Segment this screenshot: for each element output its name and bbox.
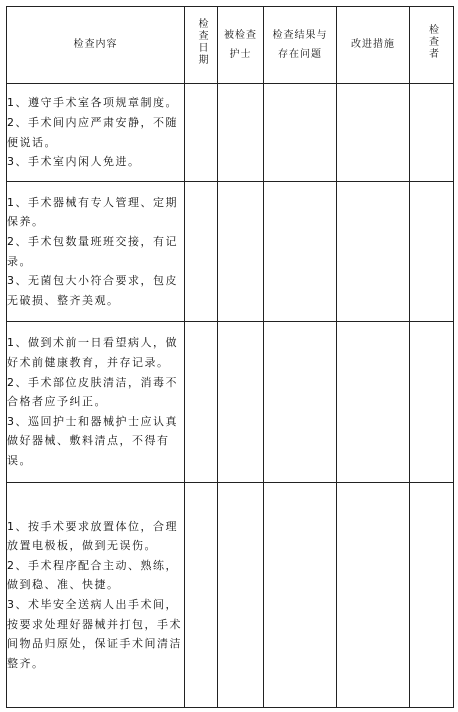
result-cell[interactable]: [264, 483, 337, 708]
result-cell[interactable]: [264, 84, 337, 182]
header-content: [7, 7, 185, 84]
check-item: 1、做到术前一日看望病人，做好术前健康教育，并存记录。: [7, 336, 178, 370]
header-content-label: 检查内容: [73, 39, 118, 50]
date-cell[interactable]: [185, 322, 218, 483]
inspector-cell[interactable]: [410, 84, 454, 182]
check-item: 1、手术器械有专人管理、定期保养。: [7, 195, 178, 229]
nurse-cell[interactable]: [218, 322, 264, 483]
content-cell: [7, 84, 185, 182]
check-item: 2、手术程序配合主动、熟练，做到稳、准、快捷。: [7, 558, 178, 592]
result-cell[interactable]: [264, 182, 337, 322]
header-result-label: 检查结果与存在问题: [272, 30, 328, 60]
header-inspector-label: 检查者: [426, 24, 438, 60]
table-row: [7, 483, 454, 708]
date-cell[interactable]: [185, 182, 218, 322]
header-nurse-label: 被检查护士: [224, 30, 257, 60]
check-item: 1、按手术要求放置体位，合理放置电极板，做到无误伤。: [7, 519, 178, 553]
check-item: 3、手术室内闲人免进。: [7, 155, 141, 169]
content-cell: [7, 483, 185, 708]
header-result: [264, 7, 337, 84]
result-cell[interactable]: [264, 322, 337, 483]
header-date: [185, 7, 218, 84]
nurse-cell[interactable]: [218, 182, 264, 322]
measures-cell[interactable]: [337, 84, 410, 182]
date-cell[interactable]: [185, 483, 218, 708]
inspector-cell[interactable]: [410, 483, 454, 708]
check-item: 1、遵守手术室各项规章制度。: [7, 96, 178, 110]
measures-cell[interactable]: [337, 322, 410, 483]
check-item: 2、手术间内应严肃安静，不随便说话。: [7, 115, 178, 149]
header-date-label: 检查日期: [196, 18, 207, 66]
table-row: [7, 84, 454, 182]
nurse-cell[interactable]: [218, 483, 264, 708]
inspector-cell[interactable]: [410, 182, 454, 322]
content-cell: [7, 182, 185, 322]
table-row: [7, 182, 454, 322]
measures-cell[interactable]: [337, 483, 410, 708]
header-row: [7, 7, 454, 84]
header-measures: [337, 7, 410, 84]
check-item: 2、手术部位皮肤清洁，消毒不合格者应予纠正。: [7, 375, 178, 409]
header-nurse: [218, 7, 264, 84]
inspector-cell[interactable]: [410, 322, 454, 483]
check-item: 3、无菌包大小符合要求，包皮无破损、整齐美观。: [7, 274, 178, 307]
header-measures-label: 改进措施: [351, 39, 395, 50]
content-cell: [7, 322, 185, 483]
table-row: [7, 322, 454, 483]
check-item: 3、巡回护士和器械护士应认真做好器械、敷料清点，不得有误。: [7, 414, 178, 467]
header-inspector: [410, 7, 454, 84]
nurse-cell[interactable]: [218, 84, 264, 182]
inspection-table: [6, 6, 454, 708]
check-item: 3、术毕安全送病人出手术间，按要求处理好器械并打包，手术间物品归原处，保证手术间清洁整齐。: [7, 598, 182, 670]
date-cell[interactable]: [185, 84, 218, 182]
measures-cell[interactable]: [337, 182, 410, 322]
check-item: 2、手术包数量班班交接，有记录。: [7, 234, 178, 268]
